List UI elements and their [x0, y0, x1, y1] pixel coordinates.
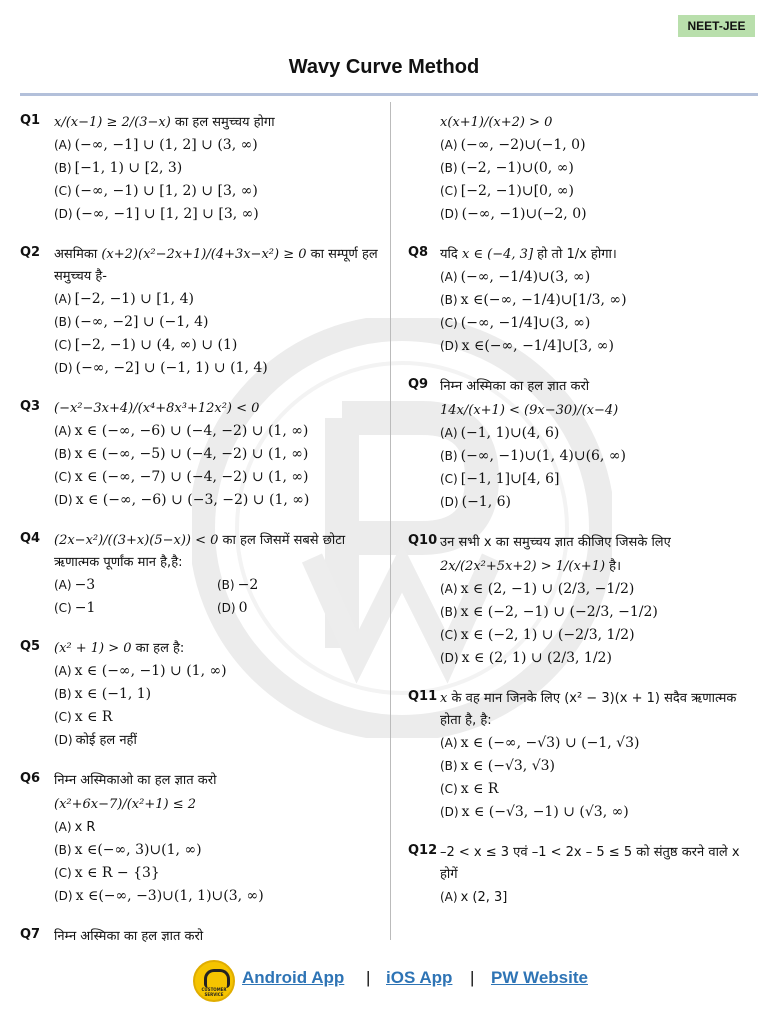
option-value: [−1, 1) ∪ [2, 3) — [74, 160, 183, 176]
stem-math: 14x/(x+1) < (9x−30)/(x−4) — [440, 403, 619, 418]
option-value: x ∈ (−∞, −1) ∪ (1, ∞) — [74, 663, 227, 679]
question-number: Q10 — [408, 533, 438, 548]
option-value: (−∞, −2] ∪ (−1, 1) ∪ (1, 4) — [75, 360, 268, 376]
option-value: x ∈ (−∞, −7) ∪ (−4, −2) ∪ (1, ∞) — [74, 469, 309, 485]
option-b[interactable] — [54, 157, 380, 180]
option-value: −1 — [74, 600, 96, 616]
category-badge: NEET-JEE — [678, 15, 755, 37]
option-label: (A) — [440, 890, 458, 904]
question-number: Q4 — [20, 531, 41, 546]
stem-text: के वह मान जिनके लिए (x² − 3)(x + 1) सदैव ऋणात्मक होता है, है: — [440, 691, 737, 728]
option-c[interactable] — [440, 624, 758, 647]
option-b[interactable] — [217, 574, 380, 597]
option-value: (−∞, −1/4)∪(3, ∞) — [460, 269, 591, 285]
option-label: (D) — [440, 651, 459, 665]
option-label: (B) — [440, 293, 458, 307]
android-app-link[interactable]: Android App — [242, 968, 345, 987]
stem-text: –2 < x ≤ 3 एवं –1 < 2x – 5 ≤ 5 को संतुष्ठ करने वाले x होगें — [440, 845, 740, 882]
ios-app-link[interactable]: iOS App — [386, 968, 453, 987]
option-label: (A) — [440, 138, 458, 152]
option-label: (C) — [54, 601, 72, 615]
question-number: Q12 — [408, 843, 438, 858]
option-a[interactable] — [54, 660, 380, 683]
stem-text: का सम्पूर्ण हल समुच्चय है- — [54, 247, 378, 284]
option-value: −3 — [74, 577, 96, 593]
option-c[interactable] — [440, 778, 758, 801]
option-a[interactable] — [440, 134, 758, 157]
stem-math: 2x/(2x²+5x+2) > 1/(x+1) — [440, 559, 606, 574]
option-b[interactable] — [54, 443, 380, 466]
option-label: (C) — [54, 710, 72, 724]
option-b[interactable] — [440, 157, 758, 180]
option-a[interactable] — [440, 422, 758, 445]
option-label: (C) — [440, 782, 458, 796]
option-c[interactable] — [54, 466, 380, 489]
option-c[interactable] — [54, 862, 380, 885]
option-c[interactable] — [54, 334, 380, 357]
option-value: x ∈ (−∞, −5) ∪ (−4, −2) ∪ (1, ∞) — [74, 446, 309, 462]
question-number: Q11 — [408, 689, 438, 704]
option-c[interactable] — [440, 312, 758, 335]
option-value: [−2, −1) ∪ (4, ∞) ∪ (1) — [74, 337, 238, 353]
option-value: x ∈(−∞, −1/4]∪[3, ∞) — [461, 338, 614, 354]
option-value: [−2, −1)∪[0, ∞) — [460, 183, 574, 199]
question-number: Q5 — [20, 639, 41, 654]
option-label: (A) — [54, 820, 72, 834]
option-value: x ∈ R — [460, 781, 499, 797]
question-number: Q8 — [408, 245, 429, 260]
option-value: (−1, 1)∪(4, 6) — [460, 425, 560, 441]
question-number: Q3 — [20, 399, 41, 414]
option-label: (D) — [54, 207, 73, 221]
option-b[interactable] — [440, 289, 758, 312]
option-value: (−∞, −1)∪(1, 4)∪(6, ∞) — [460, 448, 626, 464]
option-value: −2 — [237, 577, 259, 593]
option-value: (−∞, −1)∪(−2, 0) — [461, 206, 587, 222]
option-label: (B) — [54, 315, 72, 329]
column-divider — [390, 102, 391, 940]
question-stem — [54, 398, 380, 420]
question-stem — [54, 926, 380, 948]
stem-math: (2x−x²)/((3+x)(5−x)) < 0 — [54, 533, 219, 548]
question-stem — [440, 688, 758, 732]
question-12 — [408, 842, 758, 909]
question-number: Q2 — [20, 245, 41, 260]
option-c[interactable] — [440, 468, 758, 491]
option-label: (D) — [440, 495, 459, 509]
stem-text: निम्न अस्मिकाओ का हल ज्ञात करो — [54, 773, 217, 788]
option-label: (B) — [440, 759, 458, 773]
option-b[interactable] — [440, 445, 758, 468]
question-5 — [20, 638, 380, 752]
option-c[interactable] — [54, 706, 380, 729]
stem-math: x/(x−1) ≥ 2/(3−x) — [54, 115, 171, 130]
stem-text: का हल जिसमें सबसे छोटा ऋणात्मक पूर्णांक मान है,है: — [54, 533, 346, 570]
option-label: (D) — [440, 805, 459, 819]
footer-links-bar — [0, 958, 768, 1002]
logo-text: CUSTOMER SERVICE — [201, 987, 227, 997]
title-underline — [20, 93, 758, 96]
pw-website-link[interactable]: PW Website — [491, 968, 588, 987]
option-a[interactable] — [54, 574, 217, 597]
option-value: x ∈ (−2, −1) ∪ (−2/3, −1/2) — [460, 604, 658, 620]
option-label: (A) — [440, 270, 458, 284]
question-stem — [440, 112, 758, 134]
stem-text: निम्न अस्मिका का हल ज्ञात करो — [440, 379, 590, 394]
option-b[interactable] — [54, 683, 380, 706]
option-d[interactable] — [217, 597, 380, 620]
option-label: (A) — [440, 736, 458, 750]
question-stem — [54, 530, 380, 574]
option-label: (D) — [440, 207, 459, 221]
option-d[interactable] — [54, 729, 380, 752]
option-a[interactable] — [440, 732, 758, 755]
option-label: (B) — [440, 605, 458, 619]
option-label: (C) — [54, 470, 72, 484]
option-label: (C) — [54, 338, 72, 352]
separator: | — [366, 968, 371, 987]
option-d[interactable] — [440, 203, 758, 226]
option-a[interactable] — [54, 420, 380, 443]
option-c[interactable] — [440, 180, 758, 203]
option-label: (A) — [440, 426, 458, 440]
stem-prefix: असमिका — [54, 247, 102, 262]
option-value: 0 — [238, 600, 248, 616]
stem-math-line — [54, 794, 380, 816]
option-value: x ∈(−∞, −1/4)∪[1/3, ∞) — [460, 292, 627, 308]
headset-icon — [204, 969, 230, 988]
option-value: (−∞, −1/4]∪(3, ∞) — [460, 315, 591, 331]
question-number: Q9 — [408, 377, 429, 392]
option-d[interactable] — [440, 491, 758, 514]
option-label: (B) — [440, 449, 458, 463]
option-label: (B) — [54, 843, 72, 857]
option-b[interactable] — [54, 311, 380, 334]
option-label: (A) — [54, 664, 72, 678]
option-a[interactable] — [54, 134, 380, 157]
option-c[interactable] — [54, 597, 217, 620]
option-d[interactable] — [54, 489, 380, 512]
option-value: x ∈ (−∞, −6) ∪ (−4, −2) ∪ (1, ∞) — [74, 423, 309, 439]
option-a[interactable] — [440, 578, 758, 601]
option-label: (D) — [54, 733, 73, 747]
option-b[interactable] — [54, 839, 380, 862]
option-value: x ∈(−∞, −3)∪(1, 1)∪(3, ∞) — [75, 888, 264, 904]
question-4 — [20, 530, 380, 620]
option-label: (B) — [217, 578, 235, 592]
stem-math: (x²+6x−7)/(x²+1) ≤ 2 — [54, 797, 197, 812]
option-label: (C) — [440, 316, 458, 330]
option-d[interactable] — [54, 357, 380, 380]
right-column — [408, 112, 758, 927]
question-number: Q7 — [20, 927, 41, 942]
option-value: x ∈ (2, −1) ∪ (2/3, −1/2) — [460, 581, 635, 597]
customer-service-logo-icon — [193, 960, 235, 1002]
option-value: x ∈ (−√3, −1) ∪ (√3, ∞) — [461, 804, 629, 820]
question-stem — [440, 842, 758, 886]
option-label: (B) — [54, 161, 72, 175]
option-d[interactable] — [440, 647, 758, 670]
stem-math: (x+2)(x²−2x+1)/(4+3x−x²) ≥ 0 — [101, 247, 307, 262]
question-number: Q1 — [20, 113, 41, 128]
option-value: x ∈ (−∞, −6) ∪ (−3, −2) ∪ (1, ∞) — [75, 492, 310, 508]
question-9 — [408, 376, 758, 514]
page-title: Wavy Curve Method — [288, 56, 480, 78]
question-3 — [20, 398, 380, 512]
option-value: x (2, 3] — [460, 890, 508, 905]
option-value: (−∞, −2)∪(−1, 0) — [460, 137, 586, 153]
question-stem — [440, 244, 758, 266]
stem-text: निम्न अस्मिका का हल ज्ञात करो — [54, 929, 204, 944]
option-b[interactable] — [440, 755, 758, 778]
option-label: (A) — [54, 578, 72, 592]
option-b[interactable] — [440, 601, 758, 624]
stem-math-line — [440, 556, 758, 578]
stem-tail: है। — [605, 559, 622, 574]
option-label: (A) — [54, 292, 72, 306]
stem-math-line — [440, 400, 758, 422]
options-grid — [54, 574, 380, 620]
option-value: [−1, 1]∪[4, 6] — [460, 471, 560, 487]
option-label: (C) — [54, 184, 72, 198]
question-8 — [408, 244, 758, 358]
option-a[interactable] — [440, 886, 758, 909]
question-stem — [54, 112, 380, 134]
question-stem — [440, 376, 758, 398]
stem-text: का हल समुच्चय होगा — [170, 115, 275, 130]
question-2 — [20, 244, 380, 380]
option-label: (C) — [440, 184, 458, 198]
option-value: x ∈(−∞, 3)∪(1, ∞) — [74, 842, 202, 858]
option-a[interactable] — [440, 266, 758, 289]
option-value: x R — [74, 820, 96, 835]
option-d[interactable] — [54, 203, 380, 226]
stem-math: x(x+1)/(x+2) > 0 — [440, 115, 553, 130]
option-label: (D) — [54, 493, 73, 507]
question-6 — [20, 770, 380, 908]
stem-text: हो तो 1/x होगा। — [533, 247, 617, 262]
option-label: (C) — [440, 472, 458, 486]
option-value: x ∈ R − {3} — [74, 865, 160, 881]
option-label: (A) — [54, 424, 72, 438]
option-label: (B) — [54, 447, 72, 461]
question-number: Q6 — [20, 771, 41, 786]
question-7-continued — [408, 112, 758, 226]
option-d[interactable] — [440, 801, 758, 824]
stem-math: (−x²−3x+4)/(x⁴+8x³+12x²) < 0 — [54, 401, 260, 416]
option-label: (C) — [440, 628, 458, 642]
option-value: (−∞, −1) ∪ [1, 2) ∪ [3, ∞) — [74, 183, 258, 199]
option-value: x ∈ (−1, 1) — [74, 686, 152, 702]
option-label: (B) — [440, 161, 458, 175]
question-7 — [20, 926, 380, 948]
option-value: x ∈ R — [74, 709, 113, 725]
option-label: (B) — [54, 687, 72, 701]
option-label: (A) — [54, 138, 72, 152]
option-value: (−∞, −1] ∪ (1, 2] ∪ (3, ∞) — [74, 137, 258, 153]
option-label: (D) — [440, 339, 459, 353]
left-column — [20, 112, 380, 966]
question-stem — [54, 244, 380, 288]
option-label: (D) — [54, 889, 73, 903]
stem-text: उन सभी x का समुच्चय ज्ञात कीजिए जिसके लिए — [440, 535, 671, 550]
question-10 — [408, 532, 758, 670]
option-value: x ∈ (−√3, √3) — [460, 758, 555, 774]
option-value: x ∈ (−∞, −√3) ∪ (−1, √3) — [460, 735, 640, 751]
option-value: (−∞, −1] ∪ [1, 2] ∪ [3, ∞) — [75, 206, 259, 222]
option-d[interactable] — [440, 335, 758, 358]
option-value: (−2, −1)∪(0, ∞) — [460, 160, 574, 176]
option-a[interactable] — [54, 288, 380, 311]
question-stem — [54, 638, 380, 660]
option-value: कोई हल नहीं — [75, 733, 137, 748]
question-stem — [54, 770, 380, 792]
stem-math: x ∈ (−4, 3] — [461, 247, 534, 262]
option-value: (−∞, −2] ∪ (−1, 4) — [74, 314, 209, 330]
option-label: (C) — [54, 866, 72, 880]
separator: | — [470, 968, 475, 987]
option-c[interactable] — [54, 180, 380, 203]
option-label: (D) — [217, 601, 236, 615]
option-label: (D) — [54, 361, 73, 375]
stem-math: (x² + 1) > 0 — [54, 641, 132, 656]
question-11 — [408, 688, 758, 824]
stem-prefix: यदि — [440, 247, 462, 262]
option-value: x ∈ (−2, 1) ∪ (−2/3, 1/2) — [460, 627, 635, 643]
option-value: x ∈ (2, 1) ∪ (2/3, 1/2) — [461, 650, 612, 666]
option-value: [−2, −1) ∪ [1, 4) — [74, 291, 194, 307]
option-a[interactable] — [54, 816, 380, 839]
option-label: (A) — [440, 582, 458, 596]
question-1 — [20, 112, 380, 226]
option-value: (−1, 6) — [461, 494, 511, 510]
question-stem — [440, 532, 758, 554]
option-d[interactable] — [54, 885, 380, 908]
stem-math: x — [440, 691, 448, 706]
stem-text: का हल है: — [131, 641, 185, 656]
